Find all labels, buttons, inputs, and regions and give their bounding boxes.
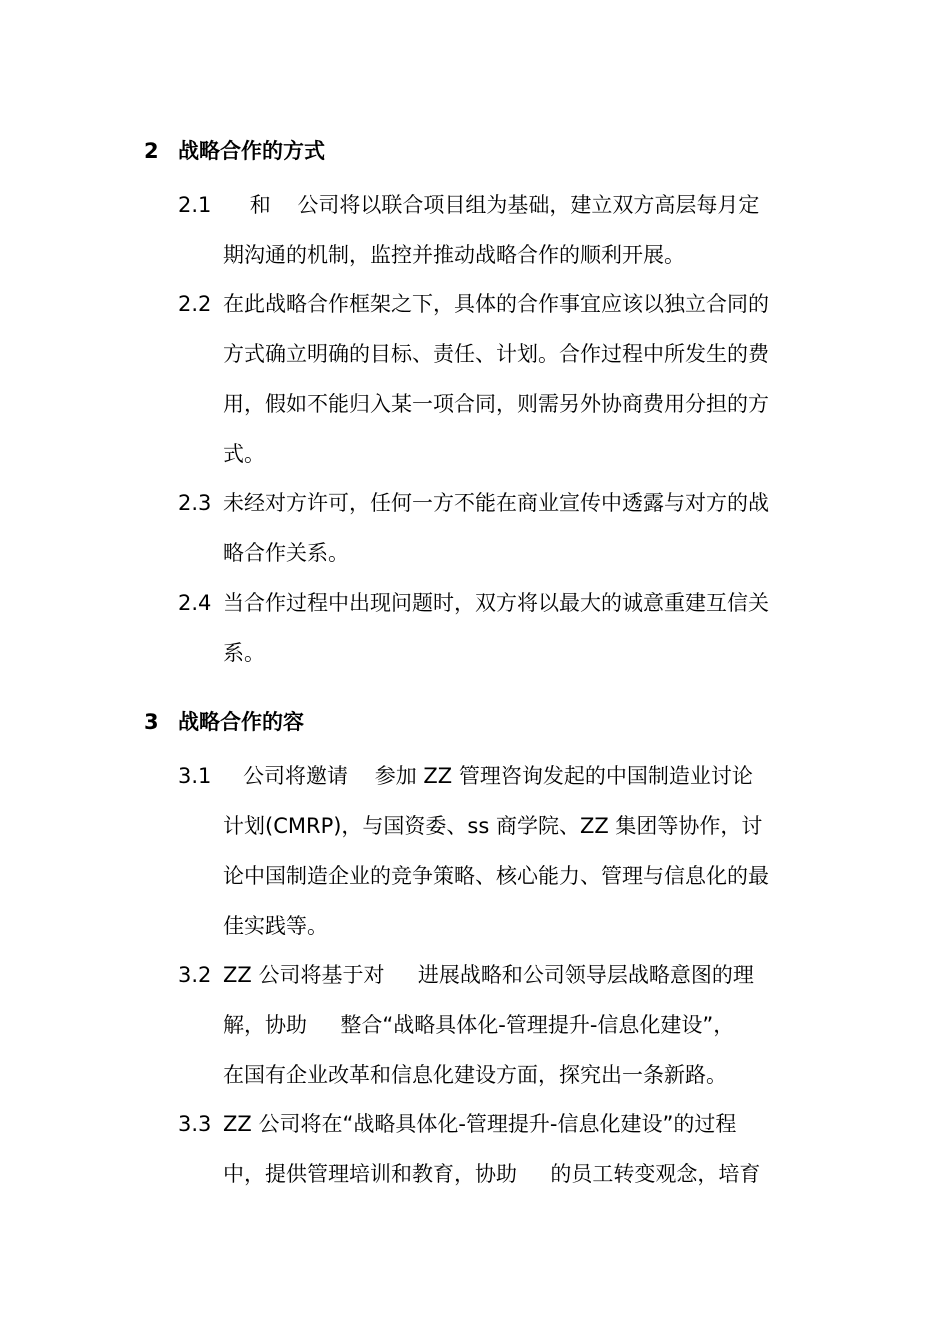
clause-line: 未经对方许可，任何一方不能在商业宣传中透露与对方的战 bbox=[223, 491, 769, 515]
clause-3-1 bbox=[178, 751, 818, 951]
clause-number: 2.2 bbox=[178, 292, 212, 316]
clause-number: 3.1 bbox=[178, 764, 212, 788]
clause-number: 3.3 bbox=[178, 1112, 212, 1136]
clause-line: 解，协助 整合“战略具体化-管理提升-信息化建设”， bbox=[223, 1013, 735, 1037]
clause-2-4 bbox=[178, 578, 818, 678]
clause-line: 中，提供管理培训和教育，协助 的员工转变观念，培育 bbox=[223, 1162, 761, 1186]
clause-line: 在国有企业改革和信息化建设方面，探究出一条新路。 bbox=[223, 1063, 727, 1087]
section-number: 3 bbox=[144, 710, 159, 734]
clause-line: 用，假如不能归入某一项合同，则需另外协商费用分担的方 bbox=[223, 392, 769, 416]
clause-number: 2.1 bbox=[178, 193, 212, 217]
section-heading-3 bbox=[144, 707, 304, 737]
section-heading-2 bbox=[144, 136, 325, 166]
clause-2-1 bbox=[178, 180, 818, 280]
clause-line: 系。 bbox=[223, 641, 265, 665]
clause-line: 当合作过程中出现问题时，双方将以最大的诚意重建互信关 bbox=[223, 591, 769, 615]
clause-line: 在此战略合作框架之下，具体的合作事宜应该以独立合同的 bbox=[223, 292, 769, 316]
clause-line: 和 公司将以联合项目组为基础，建立双方高层每月定 bbox=[223, 193, 760, 217]
clause-line: 期沟通的机制，监控并推动战略合作的顺利开展。 bbox=[223, 243, 685, 267]
section-number: 2 bbox=[144, 139, 159, 163]
clause-3-3 bbox=[178, 1099, 818, 1199]
clause-2-2 bbox=[178, 279, 818, 479]
clause-3-2 bbox=[178, 950, 818, 1100]
clause-number: 2.4 bbox=[178, 591, 212, 615]
section-title: 战略合作的容 bbox=[178, 710, 304, 734]
clause-line: 式。 bbox=[223, 442, 265, 466]
clause-line: 略合作关系。 bbox=[223, 541, 349, 565]
clause-line: 论中国制造企业的竞争策略、核心能力、管理与信息化的最 bbox=[223, 864, 769, 888]
clause-number: 3.2 bbox=[178, 963, 212, 987]
clause-line: 方式确立明确的目标、责任、计划。合作过程中所发生的费 bbox=[223, 342, 769, 366]
section-title: 战略合作的方式 bbox=[178, 139, 325, 163]
clause-line: 公司将邀请 参加 ZZ 管理咨询发起的中国制造业讨论 bbox=[223, 764, 753, 788]
clause-number: 2.3 bbox=[178, 491, 212, 515]
clause-line: 佳实践等。 bbox=[223, 914, 328, 938]
clause-line: ZZ 公司将基于对 进展战略和公司领导层战略意图的理 bbox=[223, 963, 754, 987]
clause-line: 计划(CMRP)，与国资委、ss 商学院、ZZ 集团等协作，讨 bbox=[223, 814, 763, 838]
clause-2-3 bbox=[178, 478, 818, 578]
clause-line: ZZ 公司将在“战略具体化-管理提升-信息化建设”的过程 bbox=[223, 1112, 737, 1136]
